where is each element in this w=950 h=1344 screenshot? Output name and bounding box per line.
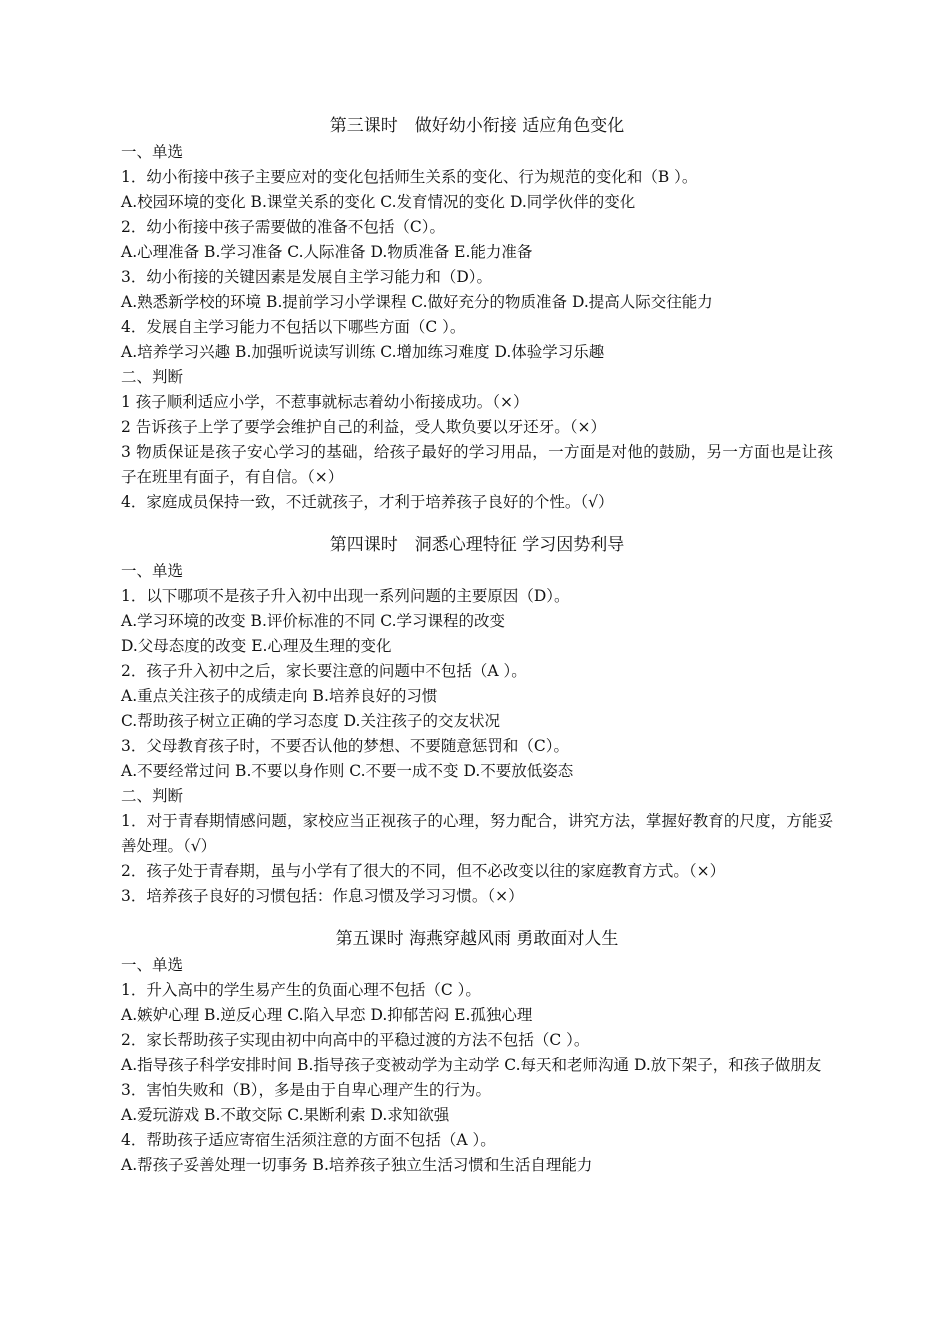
question-type-heading: 一、单选 — [121, 143, 184, 161]
question-text: 3．害怕失败和（B），多是由于自卑心理产生的行为。 — [121, 1081, 492, 1099]
answer-options: A.熟悉新学校的环境 B.提前学习小学课程 C.做好充分的物质准备 D.提高人际交往能力 — [121, 293, 713, 311]
answer-options: A.心理准备 B.学习准备 C.人际准备 D.物质准备 E.能力准备 — [121, 243, 533, 261]
section-title: 第三课时 做好幼小衔接 适应角色变化 — [329, 116, 625, 136]
judgment-item: 2．孩子处于青春期，虽与小学有了很大的不同，但不必改变以往的家庭教育方式。（×） — [121, 862, 726, 880]
answer-options: A.培养学习兴趣 B.加强听说读写训练 C.增加练习难度 D.体验学习乐趣 — [121, 343, 605, 361]
question-text: 1．以下哪项不是孩子升入初中出现一系列问题的主要原因（D）。 — [121, 587, 570, 605]
question-text: 2．孩子升入初中之后，家长要注意的问题中不包括（A ）。 — [121, 662, 527, 680]
answer-options: A.帮孩子妥善处理一切事务 B.培养孩子独立生活习惯和生活自理能力 — [121, 1156, 593, 1174]
section-title: 第五课时 海燕穿越风雨 勇敢面对人生 — [335, 929, 619, 949]
judgment-item: 3．培养孩子良好的习惯包括：作息习惯及学习习惯。（×） — [121, 887, 524, 905]
question-text: 2．家长帮助孩子实现由初中向高中的平稳过渡的方法不包括（C ）。 — [121, 1031, 590, 1049]
answer-options: D.父母态度的改变 E.心理及生理的变化 — [121, 637, 392, 655]
answer-options: A.学习环境的改变 B.评价标准的不同 C.学习课程的改变 — [121, 612, 506, 630]
question-type-heading: 二、判断 — [121, 368, 184, 386]
question-text: 1．升入高中的学生易产生的负面心理不包括（C ）。 — [121, 981, 481, 999]
document-page — [121, 112, 833, 1178]
judgment-item: 2 告诉孩子上学了要学会维护自己的利益，受人欺负要以牙还牙。（×） — [121, 418, 607, 436]
judgment-item: 1 孩子顺利适应小学，不惹事就标志着幼小衔接成功。（×） — [121, 393, 529, 411]
question-text: 1．幼小衔接中孩子主要应对的变化包括师生关系的变化、行为规范的变化和（B ）。 — [121, 168, 698, 186]
judgment-item: 1．对于青春期情感问题，家校应当正视孩子的心理，努力配合，讲究方法，掌握好教育的尺度，方能妥善处理。（√） — [121, 812, 833, 855]
question-type-heading: 一、单选 — [121, 562, 184, 580]
answer-options: A.爱玩游戏 B.不敢交际 C.果断利索 D.求知欲强 — [121, 1106, 450, 1124]
section-title: 第四课时 洞悉心理特征 学习因势利导 — [329, 535, 625, 555]
question-type-heading: 一、单选 — [121, 956, 184, 974]
question-type-heading: 二、判断 — [121, 787, 184, 805]
judgment-item: 3 物质保证是孩子安心学习的基础，给孩子最好的学习用品，一方面是对他的鼓励，另一方面也是让孩子在班里有面子，有自信。（×） — [121, 443, 833, 486]
answer-options: A.不要经常过问 B.不要以身作则 C.不要一成不变 D.不要放低姿态 — [121, 762, 574, 780]
question-text: 3．幼小衔接的关键因素是发展自主学习能力和（D）。 — [121, 268, 493, 286]
answer-options: A.校园环境的变化 B.课堂关系的变化 C.发育情况的变化 D.同学伙伴的变化 — [121, 193, 636, 211]
answer-options: C.帮助孩子树立正确的学习态度 D.关注孩子的交友状况 — [121, 712, 500, 730]
question-text: 3．父母教育孩子时，不要否认他的梦想、不要随意惩罚和（C）。 — [121, 737, 569, 755]
question-text: 2．幼小衔接中孩子需要做的准备不包括（C）。 — [121, 218, 445, 236]
question-text: 4．发展自主学习能力不包括以下哪些方面（C ）。 — [121, 318, 466, 336]
judgment-item: 4．家庭成员保持一致，不迁就孩子，才利于培养孩子良好的个性。（√） — [121, 493, 614, 511]
answer-options: A.嫉妒心理 B.逆反心理 C.陷入早恋 D.抑郁苦闷 E.孤独心理 — [121, 1006, 533, 1024]
answer-options: A.指导孩子科学安排时间 B.指导孩子变被动学为主动学 C.每天和老师沟通 D.放下架子，和孩子做朋友 — [121, 1056, 822, 1074]
answer-options: A.重点关注孩子的成绩走向 B.培养良好的习惯 — [121, 687, 438, 705]
question-text: 4．帮助孩子适应寄宿生活须注意的方面不包括（A ）。 — [121, 1131, 496, 1149]
